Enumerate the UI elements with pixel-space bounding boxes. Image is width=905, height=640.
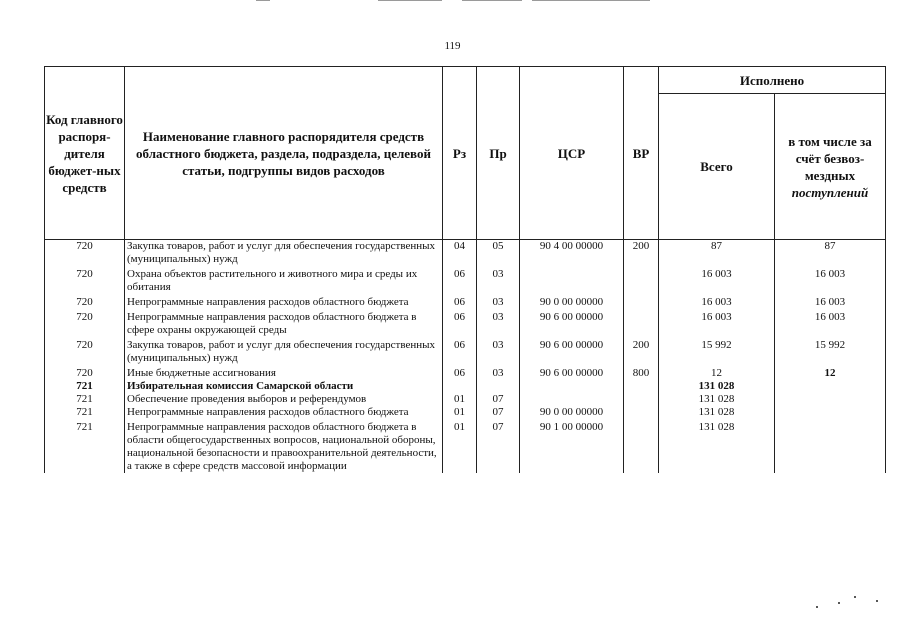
cell-name: Непрограммные направления расходов областного бюджета в области общегосударственных вопросов, национальной обороны, национальной безопасности и правоохранительной деятельности, а также в сфере средств массовой информации: [125, 419, 443, 473]
cell-csr: 90 0 00 00000: [520, 406, 624, 419]
cell-vr: [624, 393, 659, 406]
header-rz: Рз: [443, 67, 477, 240]
cell-total: 15 992: [659, 337, 775, 365]
table-row: [45, 337, 886, 365]
cell-name: Охрана объектов растительного и животного мира и среды их обитания: [125, 266, 443, 294]
cell-name: Закупка товаров, работ и услуг для обеспечения государственных (муниципальных) нужд: [125, 240, 443, 267]
cell-rz: 06: [443, 337, 477, 365]
scan-artifact: [378, 0, 442, 1]
header-including-suffix: поступлений: [791, 184, 869, 200]
cell-total: 87: [659, 240, 775, 267]
header-pr: Пр: [477, 67, 520, 240]
cell-code: 721: [45, 406, 125, 419]
table-row: [45, 294, 886, 309]
cell-code: 720: [45, 294, 125, 309]
cell-csr: 90 6 00 00000: [520, 309, 624, 337]
cell-code: 720: [45, 337, 125, 365]
scan-artifact: [256, 0, 270, 1]
cell-including: 16 003: [775, 266, 886, 294]
cell-pr: 03: [477, 266, 520, 294]
cell-rz: 06: [443, 294, 477, 309]
cell-csr: 90 4 00 00000: [520, 240, 624, 267]
page-number: 119: [444, 40, 461, 52]
table-row-section: [45, 380, 886, 393]
table-row: [45, 365, 886, 380]
cell-csr: [520, 380, 624, 393]
header-total: Всего: [659, 94, 775, 240]
header-name: Наименование главного распорядителя средств областного бюджета, раздела, подраздела, целевой статьи, подгруппы видов расходов: [125, 67, 443, 240]
scan-artifact: [532, 0, 650, 1]
scan-speck: [816, 606, 818, 608]
cell-total: 131 028: [659, 380, 775, 393]
cell-code: 721: [45, 380, 125, 393]
cell-vr: 200: [624, 240, 659, 267]
scan-speck: [838, 602, 840, 604]
scan-speck: [876, 600, 878, 602]
scan-specks: [816, 596, 886, 610]
header-executed: Исполнено: [659, 67, 886, 94]
cell-rz: 06: [443, 266, 477, 294]
cell-vr: [624, 309, 659, 337]
cell-rz: 01: [443, 406, 477, 419]
cell-name: Непрограммные направления расходов областного бюджета: [125, 406, 443, 419]
cell-pr: 07: [477, 406, 520, 419]
scan-artifact: [462, 0, 522, 1]
cell-pr: 05: [477, 240, 520, 267]
cell-total: 131 028: [659, 393, 775, 406]
cell-name: Иные бюджетные ассигнования: [125, 365, 443, 380]
table-row: [45, 419, 886, 473]
cell-vr: 200: [624, 337, 659, 365]
cell-code: 720: [45, 266, 125, 294]
cell-rz: 01: [443, 393, 477, 406]
cell-pr: [477, 380, 520, 393]
cell-vr: [624, 294, 659, 309]
cell-pr: 07: [477, 393, 520, 406]
cell-pr: 03: [477, 337, 520, 365]
cell-code: 721: [45, 393, 125, 406]
cell-vr: [624, 266, 659, 294]
cell-rz: 04: [443, 240, 477, 267]
cell-csr: 90 0 00 00000: [520, 294, 624, 309]
cell-code: 720: [45, 240, 125, 267]
cell-total: 16 003: [659, 294, 775, 309]
scan-speck: [854, 596, 856, 598]
cell-total: 131 028: [659, 406, 775, 419]
budget-table: [44, 66, 886, 473]
cell-vr: [624, 406, 659, 419]
cell-rz: 06: [443, 309, 477, 337]
cell-name: Избирательная комиссия Самарской области: [125, 380, 443, 393]
cell-code: 721: [45, 419, 125, 473]
cell-including: 15 992: [775, 337, 886, 365]
cell-csr: 90 6 00 00000: [520, 337, 624, 365]
cell-including: 12: [775, 365, 886, 380]
header-code: Код главного распоря-дителя бюджет-ных средств: [45, 67, 125, 240]
cell-pr: 07: [477, 419, 520, 473]
cell-rz: 06: [443, 365, 477, 380]
cell-total: 16 003: [659, 266, 775, 294]
header-including: [775, 94, 886, 240]
cell-name: Закупка товаров, работ и услуг для обеспечения государственных (муниципальных) нужд: [125, 337, 443, 365]
cell-csr: [520, 266, 624, 294]
table-row: [45, 406, 886, 419]
cell-total: 12: [659, 365, 775, 380]
table-row: [45, 309, 886, 337]
cell-pr: 03: [477, 294, 520, 309]
cell-name: Непрограммные направления расходов областного бюджета: [125, 294, 443, 309]
cell-rz: [443, 380, 477, 393]
cell-including: [775, 406, 886, 419]
cell-including: 16 003: [775, 294, 886, 309]
cell-name: Непрограммные направления расходов областного бюджета в сфере охраны окружающей среды: [125, 309, 443, 337]
cell-including: 16 003: [775, 309, 886, 337]
cell-rz: 01: [443, 419, 477, 473]
cell-total: 16 003: [659, 309, 775, 337]
cell-csr: 90 6 00 00000: [520, 365, 624, 380]
cell-vr: 800: [624, 365, 659, 380]
header-csr: ЦСР: [520, 67, 624, 240]
header-including-prefix: в том числе за счёт безвоз-мездных: [788, 133, 872, 183]
cell-pr: 03: [477, 309, 520, 337]
cell-vr: [624, 419, 659, 473]
cell-including: [775, 380, 886, 393]
table-row: [45, 266, 886, 294]
cell-including: 87: [775, 240, 886, 267]
table-row: [45, 240, 886, 267]
cell-code: 720: [45, 309, 125, 337]
cell-vr: [624, 380, 659, 393]
cell-including: [775, 419, 886, 473]
header-vr: ВР: [624, 67, 659, 240]
cell-including: [775, 393, 886, 406]
cell-name: Обеспечение проведения выборов и референдумов: [125, 393, 443, 406]
cell-code: 720: [45, 365, 125, 380]
cell-pr: 03: [477, 365, 520, 380]
cell-csr: [520, 393, 624, 406]
cell-csr: 90 1 00 00000: [520, 419, 624, 473]
table-row: [45, 393, 886, 406]
cell-total: 131 028: [659, 419, 775, 473]
